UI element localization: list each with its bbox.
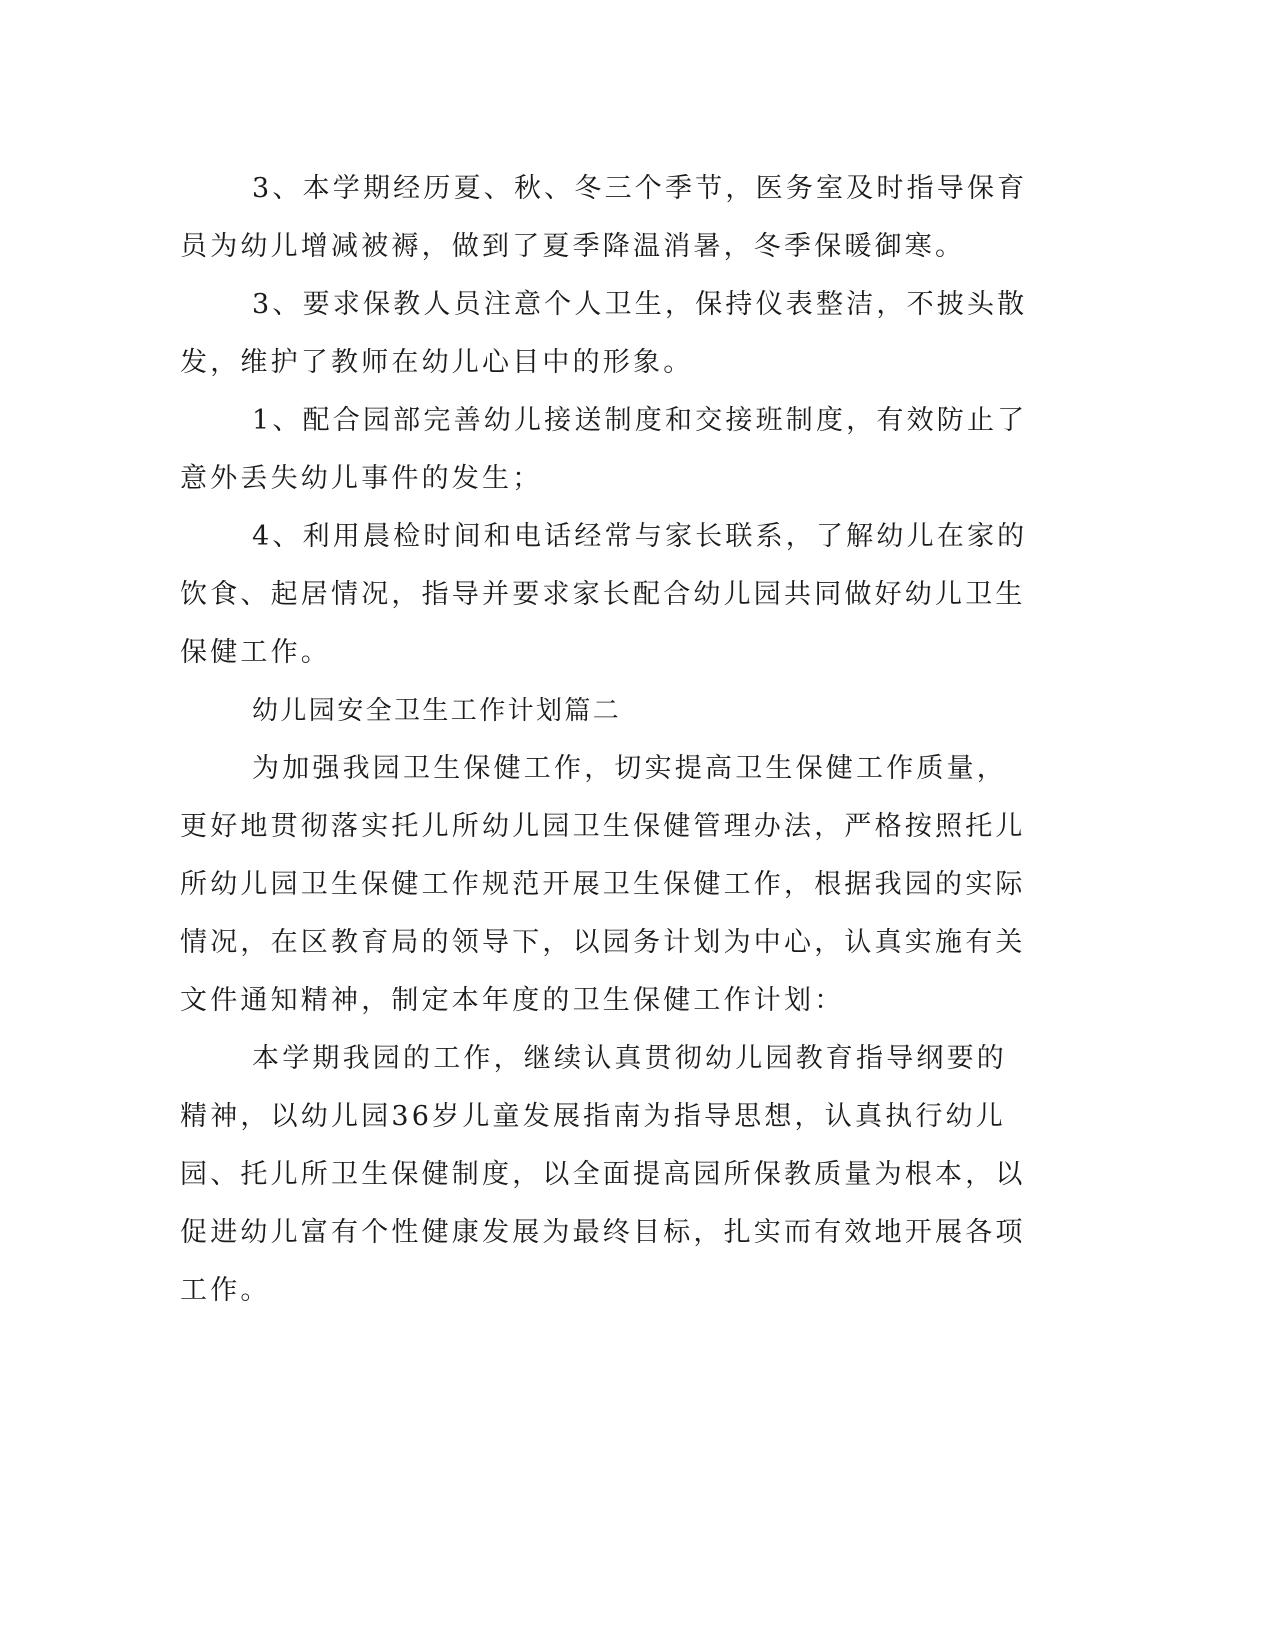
paragraph-parent-contact: 4、利用晨检时间和电话经常与家长联系，了解幼儿在家的饮食、起居情况，指导并要求家长配合幼儿园共同做好幼儿卫生保健工作。 <box>180 521 1028 668</box>
paragraph-staff-hygiene: 3、要求保教人员注意个人卫生，保持仪表整洁，不披头散发，维护了教师在幼儿心目中的形象。 <box>180 289 1028 378</box>
paragraph-pickup-system: 1、配合园部完善幼儿接送制度和交接班制度，有效防止了意外丢失幼儿事件的发生； <box>180 405 1028 494</box>
paragraph-plan-intro: 为加强我园卫生保健工作，切实提高卫生保健工作质量，更好地贯彻落实托儿所幼儿园卫生保健管理办法，严格按照托儿所幼儿园卫生保健工作规范开展卫生保健工作，根据我园的实际情况，在区教育局的领导下，以园务计划为中心，认真实施有关文件通知精神，制定本年度的卫生保健工作计划： <box>180 753 1026 1016</box>
paragraph-seasons: 3、本学期经历夏、秋、冬三个季节，医务室及时指导保育员为幼儿增减被褥，做到了夏季降温消暑，冬季保暖御寒。 <box>180 173 1028 262</box>
section-heading: 幼儿园安全卫生工作计划篇二 <box>252 696 622 726</box>
paragraph-semester-goals: 本学期我园的工作，继续认真贯彻幼儿园教育指导纲要的精神，以幼儿园36岁儿童发展指南为指导思想，认真执行幼儿园、托儿所卫生保健制度，以全面提高园所保教质量为根本，以促进幼儿富有个性健康发展为最终目标，扎实而有效地开展各项工作。 <box>180 1043 1026 1306</box>
document-body <box>180 160 1030 1320</box>
